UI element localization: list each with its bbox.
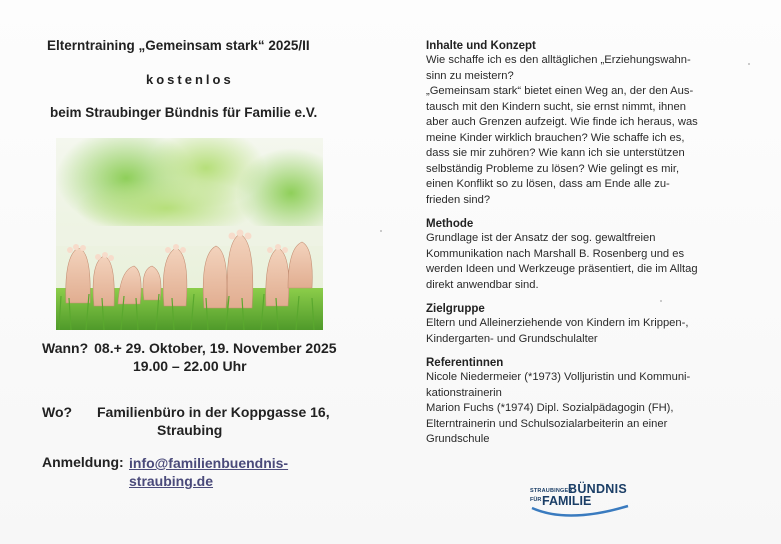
content-line: sinn zu meistern?	[426, 69, 514, 82]
method-section	[426, 218, 756, 293]
event-dates: 08.+ 29. Oktober, 19. November 2025	[94, 340, 337, 356]
content-line: einen Konflikt so zu lösen, dass am Ende alle zu-	[426, 178, 670, 190]
target-text	[426, 316, 756, 347]
where-place: Familienbüro in der Koppgasse 16,	[97, 404, 330, 420]
speakers-section	[426, 357, 756, 448]
target-line: Kindergarten- und Grundschulalter	[426, 332, 598, 345]
logo-big-bottom: FAMILIE	[542, 494, 592, 508]
where-label: Wo?	[42, 404, 73, 420]
speakers-line: Grundschule	[426, 433, 490, 445]
speakers-line: kationstrainerin	[426, 386, 502, 399]
organizer-line: beim Straubinger Bündnis für Familie e.V.	[50, 105, 318, 120]
target-heading: Zielgruppe	[426, 303, 485, 315]
method-line: werden Ideen und Werkzeuge präsentiert, die im Alltag	[426, 263, 698, 275]
logo-small-bottom: FÜR	[530, 497, 542, 503]
content-line: meine Kinder wirklich brauchen? Wie schaffe ich es,	[426, 131, 685, 144]
logo-small-top: STRAUBINGER	[530, 488, 573, 494]
where-city: Straubing	[157, 422, 223, 438]
method-line: direkt anwendbar sind.	[426, 278, 539, 291]
target-section	[426, 303, 756, 347]
speakers-line: Nicole Niedermeier (*1973) Volljuristin und Kommuni-	[426, 371, 691, 383]
content-text	[426, 53, 756, 208]
flyer-title: Elterntraining „Gemeinsam stark“ 2025/II	[47, 38, 310, 53]
speakers-text	[426, 370, 756, 448]
left-column	[0, 0, 390, 544]
cost-label: kostenlos	[146, 72, 234, 87]
scan-speck	[380, 230, 382, 232]
method-text	[426, 231, 756, 293]
logo-swoosh-icon	[528, 502, 636, 522]
speakers-line: Elterntrainerin und Schulsozialarbeiterin an einer	[426, 417, 668, 430]
content-line: frieden sind?	[426, 193, 491, 206]
right-column	[426, 40, 756, 458]
speakers-heading: Referentinnen	[426, 357, 504, 369]
content-line: dass sie mir zuhören? Wie kann ich sie unterstützen	[426, 147, 685, 159]
content-section	[426, 40, 756, 208]
registration-label: Anmeldung:	[42, 454, 124, 470]
speakers-line: Marion Fuchs (*1974) Dipl. Sozialpädagogin (FH),	[426, 402, 674, 414]
method-heading: Methode	[426, 218, 474, 230]
method-line: Grundlage ist der Ansatz der sog. gewaltfreien	[426, 232, 656, 244]
content-line: selbständig Probleme zu lösen? Wie gelingt es mir,	[426, 162, 680, 175]
feet-in-grass-photo	[56, 138, 323, 330]
content-line: aber auch Grenzen aufzeigt. Wie finde ich heraus, was	[426, 116, 698, 128]
method-line: Kommunikation nach Marshall B. Rosenberg und es	[426, 247, 685, 260]
content-line: tausch mit den Kindern sucht, sie ernst nimmt, ihnen	[426, 100, 686, 113]
content-line: „Gemeinsam stark“ bietet einen Weg an, der den Aus-	[426, 85, 694, 97]
scan-speck	[660, 300, 662, 302]
content-line: Wie schaffe ich es den alltäglichen „Erziehungswahn-	[426, 54, 691, 66]
when-line	[42, 340, 337, 356]
target-line: Eltern und Alleinerziehende von Kindern im Krippen-,	[426, 317, 689, 329]
logo-big-top: BÜNDNIS	[568, 482, 628, 496]
scan-speck	[748, 63, 750, 65]
registration-email-link[interactable]: info@familienbuendnis-straubing.de	[129, 455, 289, 489]
event-time: 19.00 – 22.00 Uhr	[133, 358, 247, 374]
content-heading: Inhalte und Konzept	[426, 40, 536, 52]
when-label: Wann?	[42, 340, 89, 356]
buendnis-logo	[528, 478, 636, 524]
